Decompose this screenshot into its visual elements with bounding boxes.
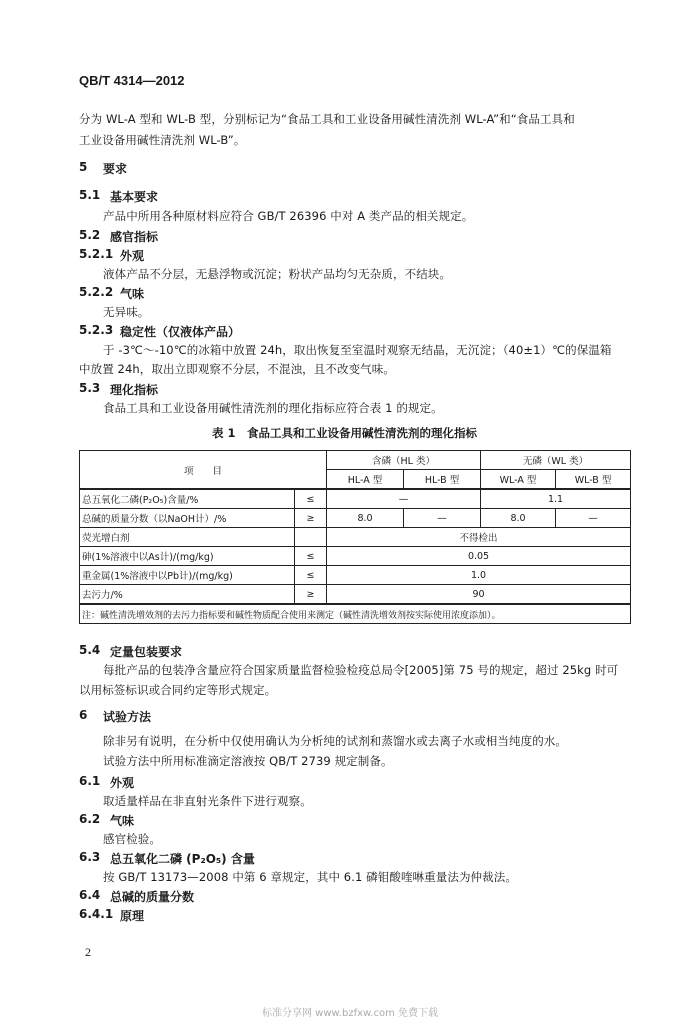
section-6-body-1: 除非另有说明，在分析中仅使用确认为分析纯的试剂和蒸馏水或去离子水或相当纯度的水。	[103, 734, 567, 748]
row-cell: 90	[327, 585, 631, 605]
row-label: 荧光增白剂	[80, 528, 295, 547]
section-5-2-3-body-2: 中放置 24h，取出立即观察不分层，不混浊，且不改变气味。	[79, 362, 395, 376]
section-6-2-body: 感官检验。	[103, 832, 161, 846]
section-6-number: 6	[79, 708, 88, 722]
table-header-group-1: 含磷（HL 类）	[327, 451, 481, 470]
section-6-1-number: 6.1	[79, 774, 101, 788]
table-subheader: HL-B 型	[404, 470, 481, 490]
table-row	[80, 528, 631, 547]
page-number: 2	[85, 945, 91, 959]
section-5-2-2-body: 无异味。	[103, 305, 150, 319]
section-6-4-title: 总碱的质量分数	[110, 890, 195, 904]
table-row	[80, 566, 631, 585]
row-label: 总五氧化二磷(P₂O₅)含量/%	[80, 489, 295, 509]
section-6-1-title: 外观	[110, 776, 135, 790]
watermark-footer: 标准分享网 www.bzfxw.com 免费下载	[262, 1008, 438, 1019]
row-operator: ≤	[295, 489, 327, 509]
table-row	[80, 489, 631, 509]
section-5-2-1-body: 液体产品不分层，无悬浮物或沉淀；粉状产品均匀无杂质，不结块。	[103, 267, 451, 281]
row-operator: ≤	[295, 547, 327, 566]
document-code: QB/T 4314—2012	[79, 73, 185, 88]
section-6-3-body: 按 GB/T 13173—2008 中第 6 章规定，其中 6.1 磷钼酸喹啉重量法为仲裁法。	[103, 870, 517, 884]
row-cell: 1.0	[327, 566, 631, 585]
section-5-2-3-number: 5.2.3	[79, 323, 114, 337]
section-5-1-number: 5.1	[79, 188, 101, 202]
section-5-2-3-body-1: 于 -3℃～-10℃的冰箱中放置 24h，取出恢复至室温时观察无结晶，无沉淀；（40±1）℃的保温箱	[103, 343, 612, 357]
section-5-number: 5	[79, 160, 88, 174]
intro-line-1: 分为 WL-A 型和 WL-B 型，分别标记为“食品工具和工业设备用碱性清洗剂 WL-A”和“食品工具和	[79, 112, 575, 126]
table-header-group-2: 无磷（WL 类）	[481, 451, 631, 470]
row-cell: —	[327, 489, 481, 509]
section-5-1-title: 基本要求	[110, 190, 159, 204]
table-subheader: WL-B 型	[556, 470, 631, 490]
row-operator	[295, 528, 327, 547]
intro-line-2: 工业设备用碱性清洗剂 WL-B”。	[79, 133, 246, 147]
section-6-3-number: 6.3	[79, 850, 101, 864]
section-6-title: 试验方法	[103, 710, 152, 724]
section-5-1-body: 产品中所用各种原材料应符合 GB/T 26396 中对 A 类产品的相关规定。	[103, 209, 474, 223]
row-cell: —	[404, 509, 481, 528]
section-6-4-number: 6.4	[79, 888, 101, 902]
section-6-4-1-number: 6.4.1	[79, 907, 114, 921]
section-5-2-1-number: 5.2.1	[79, 247, 114, 261]
section-5-3-number: 5.3	[79, 381, 101, 395]
table-caption: 表 1 食品工具和工业设备用碱性清洗剂的理化指标	[212, 426, 478, 440]
table-note-row	[80, 604, 631, 624]
row-cell: —	[556, 509, 631, 528]
section-5-2-2-number: 5.2.2	[79, 285, 114, 299]
section-5-4-title: 定量包装要求	[110, 645, 183, 659]
table-subheader: WL-A 型	[481, 470, 556, 490]
section-5-2-title: 感官指标	[110, 230, 159, 244]
table-row	[80, 547, 631, 566]
table-row	[80, 585, 631, 605]
section-6-3-title: 总五氧化二磷 (P₂O₅) 含量	[110, 852, 255, 866]
table-subheader: HL-A 型	[327, 470, 404, 490]
table-header-item: 项 目	[80, 451, 327, 490]
row-operator: ≥	[295, 509, 327, 528]
row-operator: ≥	[295, 585, 327, 605]
section-6-2-title: 气味	[110, 814, 135, 828]
row-cell: 1.1	[481, 489, 631, 509]
section-5-4-body-2: 以用标签标识或合同约定等形式规定。	[79, 683, 277, 697]
row-operator: ≤	[295, 566, 327, 585]
row-cell: 不得检出	[327, 528, 631, 547]
row-label: 砷(1%溶液中以As计)/(mg/kg)	[80, 547, 295, 566]
table-row	[80, 509, 631, 528]
row-label: 去污力/%	[80, 585, 295, 605]
section-6-2-number: 6.2	[79, 812, 101, 826]
section-6-4-1-title: 原理	[120, 909, 145, 923]
section-6-1-body: 取适量样品在非直射光条件下进行观察。	[103, 794, 312, 808]
row-label: 重金属(1%溶液中以Pb计)/(mg/kg)	[80, 566, 295, 585]
row-cell: 8.0	[327, 509, 404, 528]
section-5-3-title: 理化指标	[110, 383, 159, 397]
section-5-3-body: 食品工具和工业设备用碱性清洗剂的理化指标应符合表 1 的规定。	[103, 401, 443, 415]
row-label: 总碱的质量分数（以NaOH计）/%	[80, 509, 295, 528]
section-5-2-number: 5.2	[79, 228, 101, 242]
section-5-2-2-title: 气味	[120, 287, 145, 301]
section-5-4-number: 5.4	[79, 643, 101, 657]
table-note: 注：碱性清洗增效剂的去污力指标要和碱性物质配合使用来测定（碱性清洗增效剂按实际使用浓度添加）。	[80, 604, 631, 624]
properties-table	[79, 450, 631, 624]
section-5-2-1-title: 外观	[120, 249, 145, 263]
row-cell: 0.05	[327, 547, 631, 566]
row-cell: 8.0	[481, 509, 556, 528]
section-5-title: 要求	[103, 162, 128, 176]
section-5-4-body-1: 每批产品的包装净含量应符合国家质量监督检验检疫总局令[2005]第 75 号的规定，超过 25kg 时可	[103, 663, 619, 677]
section-5-2-3-title: 稳定性（仅液体产品）	[120, 325, 241, 339]
section-6-body-2: 试验方法中所用标准滴定溶液按 QB/T 2739 规定制备。	[103, 754, 393, 768]
